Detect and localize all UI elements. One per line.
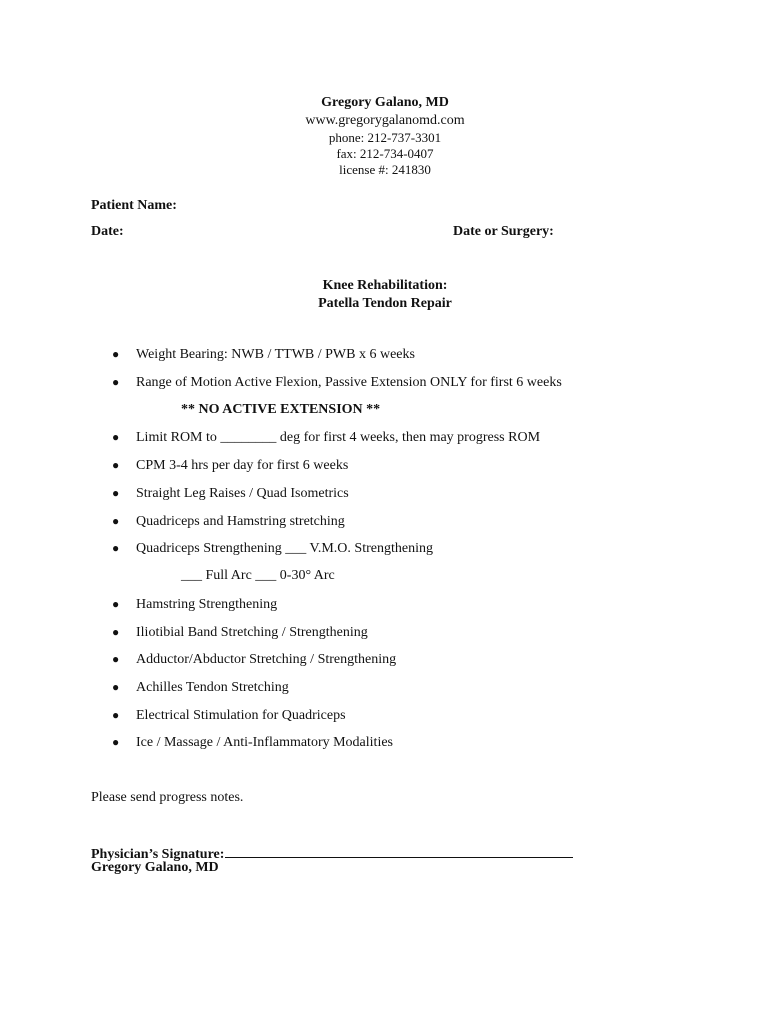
bullet-icon: ● xyxy=(112,347,120,361)
item-text: Iliotibial Band Stretching / Strengthening xyxy=(136,625,368,640)
item-text: Quadriceps Strengthening ___ V.M.O. Strengthening xyxy=(136,541,433,556)
bullet-icon: ● xyxy=(112,597,120,611)
signature-label: Physician’s Signature: xyxy=(91,847,225,862)
bullet-icon: ● xyxy=(112,375,120,389)
arc-options: ___ Full Arc ___ 0-30° Arc xyxy=(181,568,335,583)
physician-fax: fax: 212-734-0407 xyxy=(336,146,434,161)
bullet-icon: ● xyxy=(112,430,120,444)
date-label: Date: xyxy=(91,224,124,239)
patient-name-label: Patient Name: xyxy=(91,198,177,213)
item-text: Quadriceps and Hamstring stretching xyxy=(136,514,345,529)
progress-notes-request: Please send progress notes. xyxy=(91,790,244,805)
no-active-extension-note: ** NO ACTIVE EXTENSION ** xyxy=(181,402,381,417)
item-text: CPM 3-4 hrs per day for first 6 weeks xyxy=(136,458,349,473)
bullet-icon: ● xyxy=(112,458,120,472)
item-text: Achilles Tendon Stretching xyxy=(136,680,289,695)
signer-name: Gregory Galano, MD xyxy=(91,860,219,875)
bullet-icon: ● xyxy=(112,708,120,722)
protocol-subtitle: Patella Tendon Repair xyxy=(318,296,452,311)
bullet-icon: ● xyxy=(112,541,120,555)
item-text: Limit ROM to ________ deg for first 4 weeks, then may progress ROM xyxy=(136,430,541,445)
physician-phone: phone: 212-737-3301 xyxy=(328,130,442,145)
protocol-title: Knee Rehabilitation: xyxy=(322,278,448,293)
item-text: Straight Leg Raises / Quad Isometrics xyxy=(136,486,349,501)
bullet-icon: ● xyxy=(112,514,120,528)
surgery-date-label: Date or Surgery: xyxy=(453,224,554,239)
bullet-icon: ● xyxy=(112,680,120,694)
physician-license: license #: 241830 xyxy=(339,162,431,177)
item-text: Electrical Stimulation for Quadriceps xyxy=(136,708,346,723)
bullet-icon: ● xyxy=(112,486,120,500)
item-text: Range of Motion Active Flexion, Passive Extension ONLY for first 6 weeks xyxy=(136,375,562,390)
physician-website: www.gregorygalanomd.com xyxy=(305,113,465,128)
bullet-icon: ● xyxy=(112,652,120,666)
item-text: Ice / Massage / Anti-Inflammatory Modalities xyxy=(136,735,393,750)
physician-name: Gregory Galano, MD xyxy=(321,95,449,110)
item-text: Weight Bearing: NWB / TTWB / PWB x 6 weeks xyxy=(136,347,415,362)
item-text: Hamstring Strengthening xyxy=(136,597,278,612)
bullet-icon: ● xyxy=(112,625,120,639)
bullet-icon: ● xyxy=(112,735,120,749)
item-text: Adductor/Abductor Stretching / Strengthening xyxy=(136,652,397,667)
signature-line xyxy=(225,843,573,858)
